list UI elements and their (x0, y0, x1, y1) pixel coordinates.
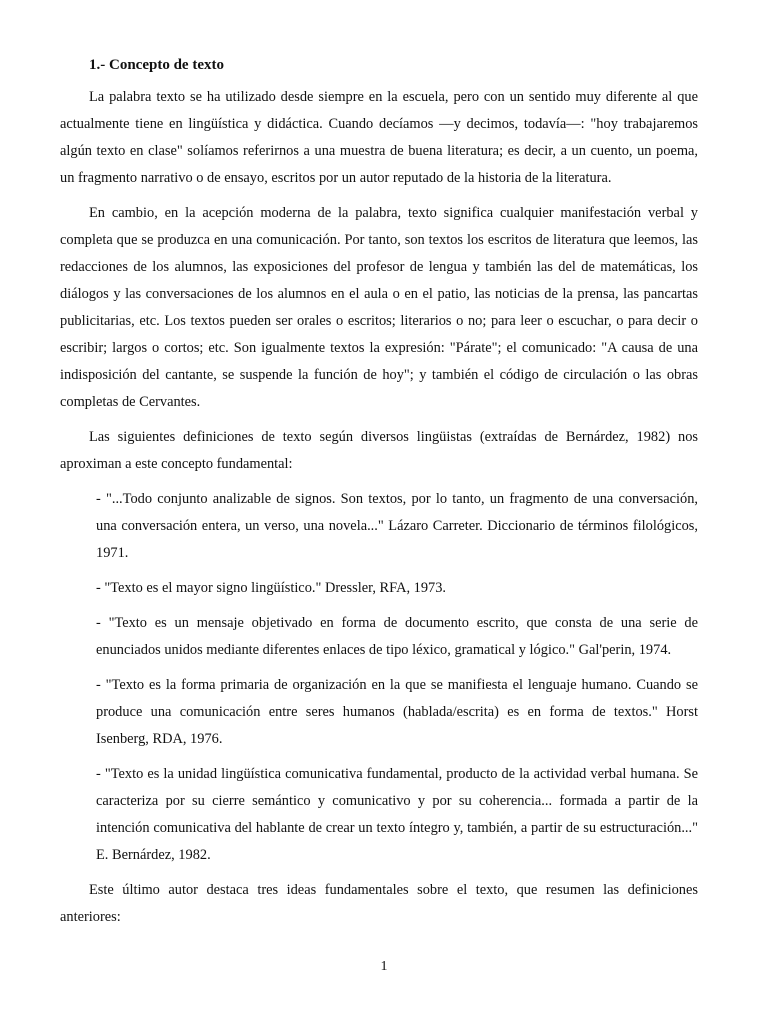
definition-item: - "Texto es la unidad lingüística comunicativa fundamental, producto de la actividad verbal humana. Se caracteriza por su cierre semántico y comunicativo y por su coherencia... formada a partir de la intención comunicativa del hablante de crear un texto íntegro y, también, a partir de su estructuración..." E. Bernárdez, 1982. (96, 766, 698, 863)
definition-item: - "Texto es el mayor signo lingüístico." Dressler, RFA, 1973. (96, 580, 447, 596)
paragraph-closing: Este último autor destaca tres ideas fundamentales sobre el texto, que resumen las definiciones anteriores: (60, 882, 698, 925)
paragraph-modern-meaning: En cambio, en la acepción moderna de la palabra, texto significa cualquier manifestación verbal y completa que se produzca en una comunicación. Por tanto, son textos los escritos de literatura que leemos, las redacciones de los alumnos, las exposiciones del profesor de lengua y también las del de matemáticas, los diálogos y las conversaciones de los alumnos en el aula o en el patio, las noticias de la prensa, las pancartas publicitarias, etc. Los textos pueden ser orales o escritos; literarios o no; para leer o escuchar, o para decir o escribir; largos o cortos; etc. Son igualmente textos la expresión: "Párate"; el comunicado: "A causa de una indisposición del cantante, se suspende la función de hoy"; y también el código de circulación o las obras completas de Cervantes. (60, 205, 698, 410)
paragraph-intro: La palabra texto se ha utilizado desde siempre en la escuela, pero con un sentido muy diferente al que actualmente tiene en lingüística y didáctica. Cuando decíamos —y decimos, todavía—: "hoy trabajaremos algún texto en clase" solíamos referirnos a una muestra de buena literatura; es decir, a un cuento, un poema, un fragmento narrativo o de ensayo, escritos por un autor reputado de la historia de la literatura. (60, 89, 698, 186)
document-page (60, 52, 698, 939)
definitions-list (96, 486, 698, 869)
page-number: 1 (380, 959, 388, 974)
definition-item: - "Texto es la forma primaria de organización en la que se manifiesta el lenguaje humano. Cuando se produce una comunicación entre seres humanos (hablada/escrita) es en forma de textos." Horst Isenberg, RDA, 1976. (96, 677, 698, 747)
definition-item: - "Texto es un mensaje objetivado en forma de documento escrito, que consta de una serie de enunciados unidos mediante diferentes enlaces de tipo léxico, gramatical y lógico." Gal'perin, 1974. (96, 615, 698, 658)
section-heading: 1.- Concepto de texto (89, 57, 224, 73)
definition-item: - "...Todo conjunto analizable de signos. Son textos, por lo tanto, un fragmento de una conversación, una conversación entera, un verso, una novela..." Lázaro Carreter. Diccionario de términos filológicos, 1971. (96, 491, 698, 561)
paragraph-definitions-intro: Las siguientes definiciones de texto según diversos lingüistas (extraídas de Bernárdez, 1982) nos aproximan a este concepto fundamental: (60, 429, 698, 472)
